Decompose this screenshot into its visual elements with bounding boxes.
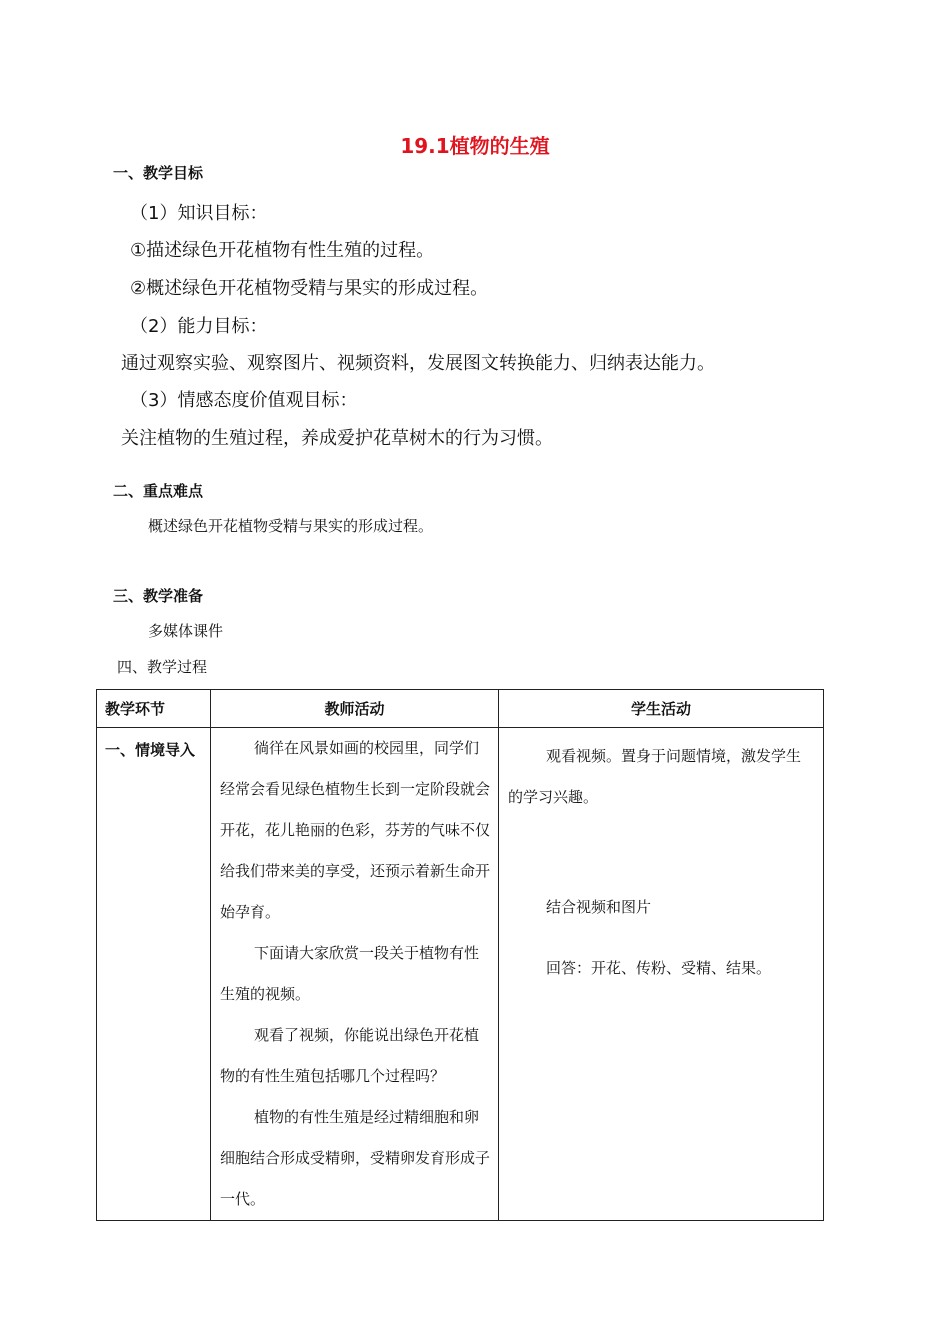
key-points-text: 概述绿色开花植物受精与果实的形成过程。: [148, 517, 434, 535]
student-paragraph: 观看视频。置身于问题情境，激发学生的学习兴趣。: [508, 747, 802, 806]
teacher-paragraph: 观看了视频，你能说出绿色开花植物的有性生殖包括哪几个过程吗？: [220, 1026, 480, 1085]
student-paragraph: 回答：开花、传粉、受精、结果。: [546, 959, 772, 977]
table-header: 教师活动: [211, 690, 499, 728]
objective-line: （1）知识目标：: [130, 203, 268, 224]
table-header: 学生活动: [499, 690, 824, 728]
teacher-activity-cell: [211, 728, 499, 1221]
section-heading-key-points: 二、重点难点: [113, 482, 204, 500]
teacher-paragraph: 植物的有性生殖是经过精细胞和卵细胞结合形成受精卵，受精卵发育形成子一代。: [220, 1108, 491, 1208]
section-heading-process: 四、教学过程: [117, 658, 208, 676]
section-heading-objectives: 一、教学目标: [113, 164, 204, 182]
objective-line: 通过观察实验、观察图片、视频资料，发展图文转换能力、归纳表达能力。: [121, 353, 715, 374]
document-title: 19.1植物的生殖: [400, 134, 550, 158]
teacher-paragraph: 下面请大家欣赏一段关于植物有性生殖的视频。: [220, 944, 480, 1003]
process-table: [96, 689, 824, 1221]
table-header: 教学环节: [97, 690, 211, 728]
stage-cell: 一、情境导入: [97, 728, 211, 1221]
objective-line: （3）情感态度价值观目标：: [130, 390, 358, 411]
table-header-row: [97, 690, 824, 728]
objective-line: 关注植物的生殖过程，养成爱护花草树木的行为习惯。: [121, 428, 553, 449]
objective-line: ②概述绿色开花植物受精与果实的形成过程。: [130, 278, 489, 299]
teacher-paragraph: 徜徉在风景如画的校园里，同学们经常会看见绿色植物生长到一定阶段就会开花，花儿艳丽的色彩，芬芳的气味不仅给我们带来美的享受，还预示着新生命开始孕育。: [220, 739, 491, 921]
section-heading-preparation: 三、教学准备: [113, 587, 204, 605]
objective-line: ①描述绿色开花植物有性生殖的过程。: [130, 240, 435, 261]
student-activity-cell: [499, 728, 824, 1221]
table-row: [97, 728, 824, 1221]
student-paragraph: 结合视频和图片: [546, 898, 652, 916]
preparation-text: 多媒体课件: [148, 622, 224, 640]
objective-line: （2）能力目标：: [130, 316, 268, 337]
